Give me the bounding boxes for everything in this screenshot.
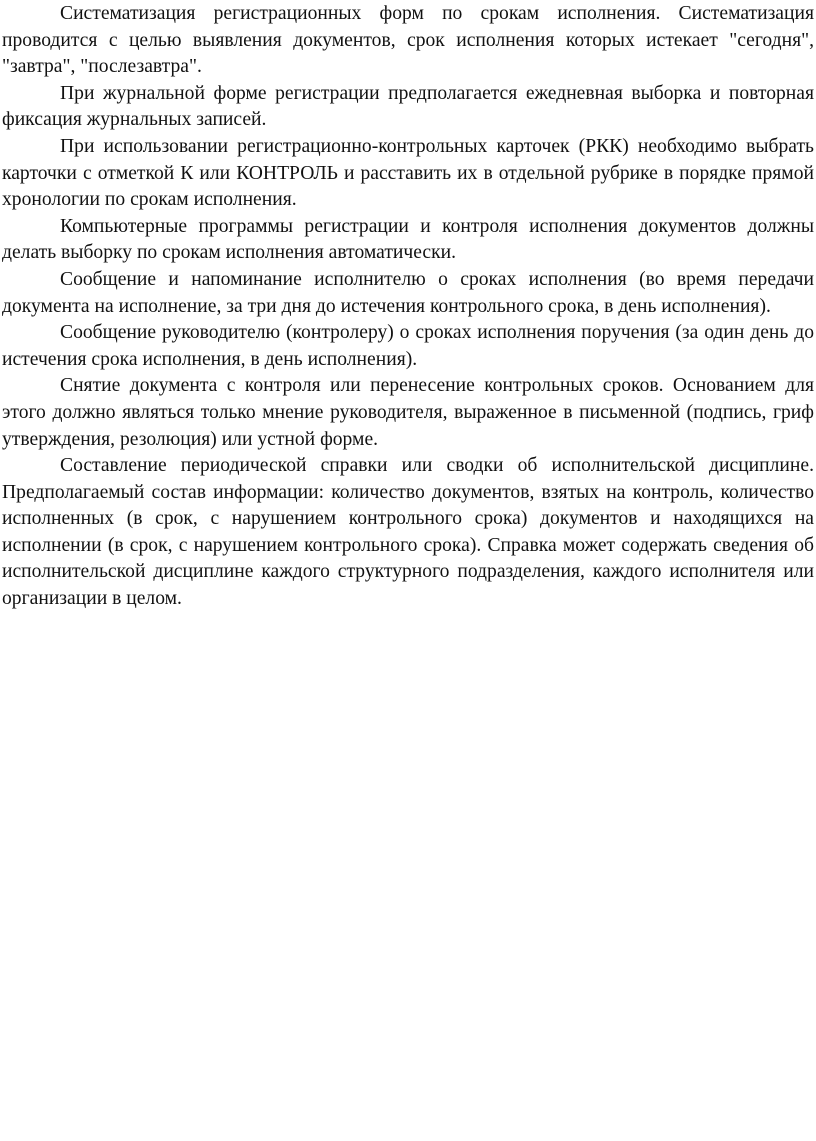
paragraph-control-removal: Снятие документа с контроля или перенесение контрольных сроков. Основанием для этого должно являться только мнение руководителя, выраженное в письменной (подпись, гриф утверждения, резолюция) или устной форме. xyxy=(2,375,814,450)
paragraph-rkk-cards: При использовании регистрационно-контрольных карточек (РКК) необходимо выбрать карточки с отметкой К или КОНТРОЛЬ и расставить их в отдельной рубрике в порядке прямой хронологии по срокам исполнения. xyxy=(2,135,814,211)
paragraph-manager-notice: Сообщение руководителю (контролеру) о сроках исполнения поручения (за один день до истечения срока исполнения, в день исполнения). xyxy=(2,322,814,370)
paragraph-journal-form: При журнальной форме регистрации предполагается ежедневная выборка и повторная фиксация журнальных записей. xyxy=(2,82,814,131)
paragraph-executor-reminder: Сообщение и напоминание исполнителю о сроках исполнения (во время передачи документа на исполнение, за три дня до истечения контрольного срока, в день исполнения). xyxy=(2,268,814,317)
paragraph-periodic-report: Составление периодической справки или сводки об исполнительской дисциплине. Предполагаемый состав информации: количество документов, взятых на контроль, количество исполненных (в срок, с нарушением контрольного срока) документов и находящихся на исполнении (в срок, с нарушением контрольного срока). Справка может содержать сведения об исполнительской дисциплине каждого структурного подразделения, каждого исполнителя или организации в целом. xyxy=(2,455,814,610)
paragraph-computer-programs: Компьютерные программы регистрации и контроля исполнения документов должны делать выборку по срокам исполнения автоматически. xyxy=(2,215,814,264)
paragraph-systematization: Систематизация регистрационных форм по срокам исполнения. Систематизация проводится с целью выявления документов, срок исполнения которых истекает "сегодня", "завтра", "послезавтра". xyxy=(2,3,814,78)
